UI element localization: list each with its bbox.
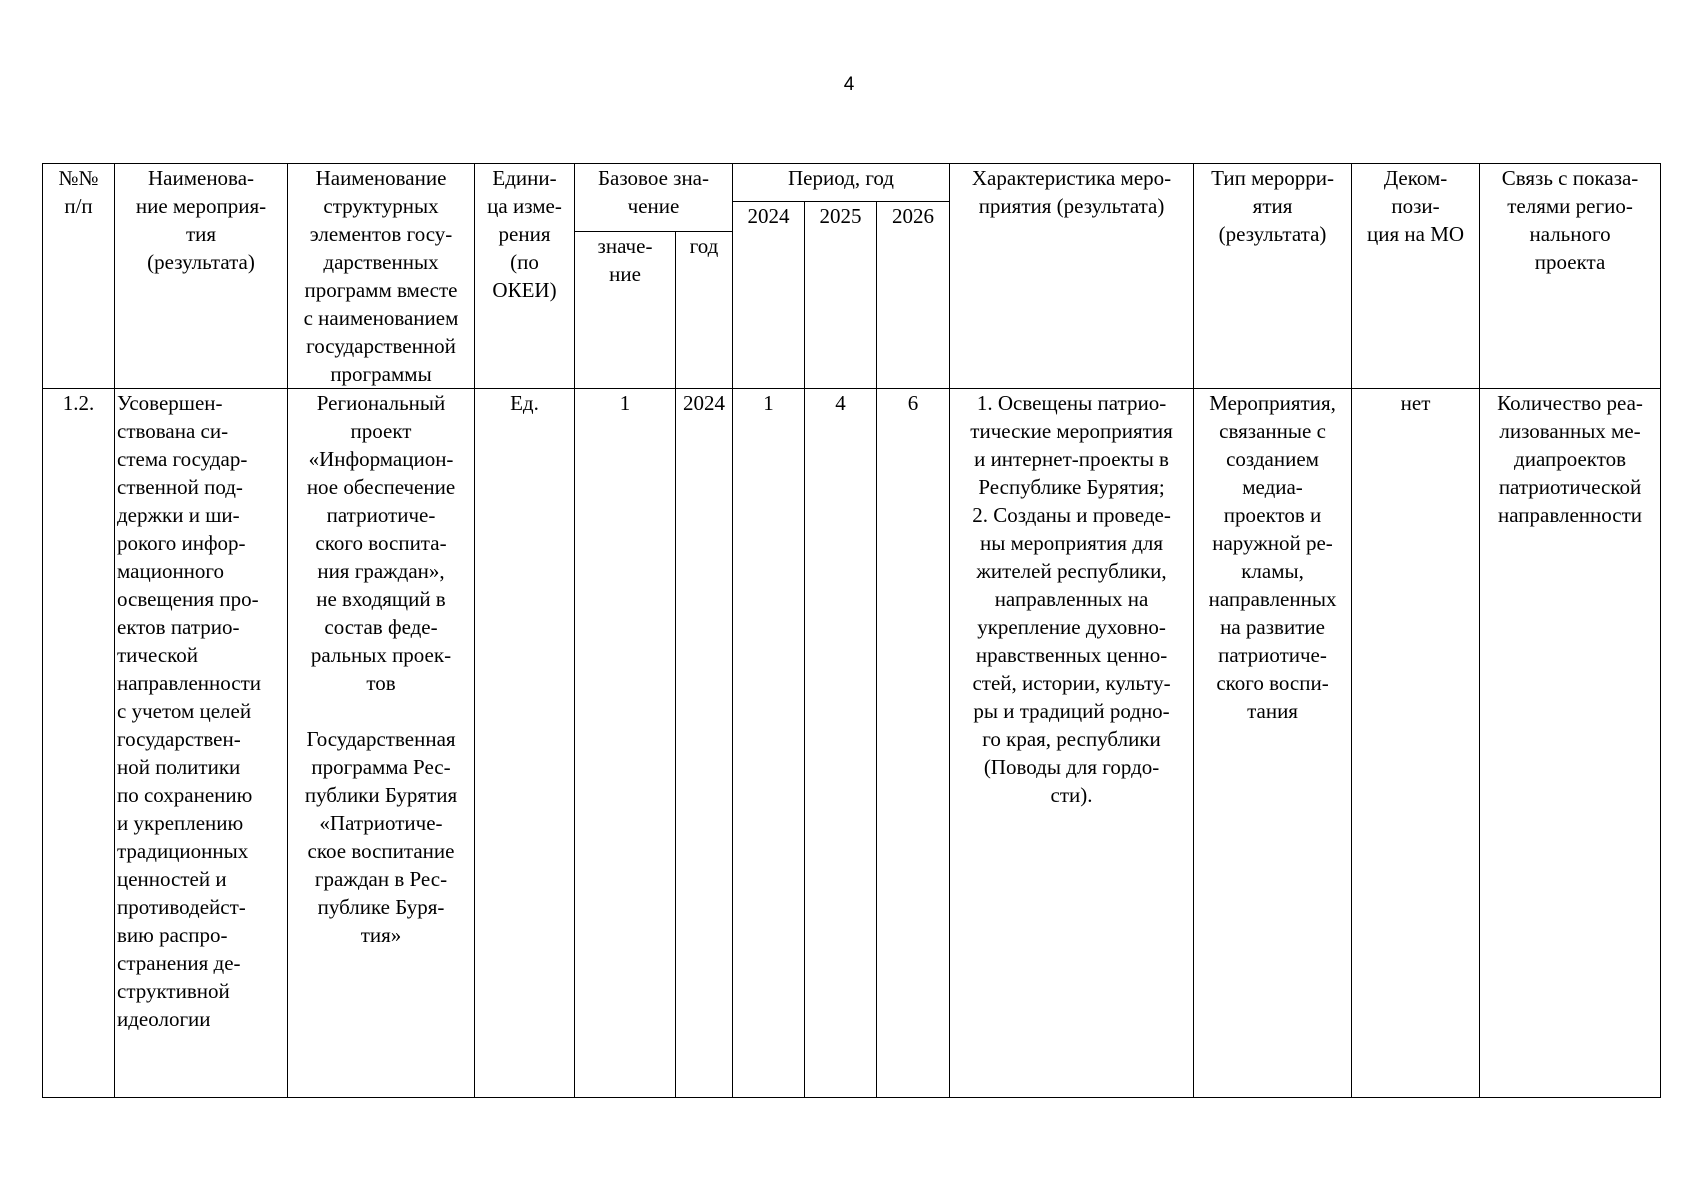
header-measure-type: Тип мероpри- ятия (результата) [1194,164,1352,389]
cell-year-2024: 1 [733,389,805,1098]
cell-year-2026: 6 [877,389,950,1098]
cell-structural-elements [288,389,475,1098]
header-base-value-year: год [676,232,733,389]
header-structural-elements: Наименование структурных элементов госу- дарственных программ вместе с наименованием государственной программы [288,164,475,389]
header-decomposition: Деком- пози- ция на МО [1352,164,1480,389]
header-base-value-value: значе- ние [575,232,676,389]
header-year-2026: 2026 [877,202,950,389]
cell-unit: Ед. [475,389,575,1098]
header-year-2025: 2025 [805,202,877,389]
header-base-value: Базовое зна- чение [575,164,733,232]
cell-year-2025: 4 [805,389,877,1098]
header-link-indicators: Связь с показа- телями регио- нального проекта [1480,164,1661,389]
header-row [43,164,1661,202]
structural-state-program: Государственная программа Рес- публики Бурятия «Патриотиче- ское воспитание граждан в Рес- публике Буря- тия» [304,727,458,947]
cell-measure-name: Усовершен- ствована си- стема государ- ственной под- держки и ши- рокого инфор- мационного освещения про- ектов патрио- тической направленности с учетом целей государствен- ной политики по сохранению и укреплению традиционных ценностей и противодейст- вию распро- странения де- структивной идеологии [115,389,288,1098]
cell-decomposition: нет [1352,389,1480,1098]
header-measure-name: Наименова- ние мероприя- тия (результата) [115,164,288,389]
page-number: 4 [843,74,855,95]
header-characteristic: Характеристика меро- приятия (результата) [950,164,1194,389]
cell-base-year: 2024 [676,389,733,1098]
cell-link-indicators: Количество реа- лизованных ме- диапроектов патриотической направленности [1480,389,1661,1098]
structural-regional-project: Региональный проект «Информацион- ное обеспечение патриотиче- ского воспита- ния граждан», не входящий в состав феде- ральных проек- тов [306,391,456,695]
header-year-2024: 2024 [733,202,805,389]
cell-num: 1.2. [43,389,115,1098]
cell-base-value: 1 [575,389,676,1098]
measures-table [42,163,1661,1098]
cell-measure-type: Мероприятия, связанные с созданием медиа- проектов и наружной ре- кламы, направленных на развитие патриотиче- ского воспи- тания [1194,389,1352,1098]
cell-characteristic: 1. Освещены патрио- тические мероприятия и интернет-проекты в Республике Бурятия; 2. Созданы и проведе- ны мероприятия для жителей республики, направленных на укрепление духовно- нравственных ценно- стей, истории, культу- ры и традиций родно- го края, республики (Поводы для гордо- сти). [950,389,1194,1098]
header-period: Период, год [733,164,950,202]
header-num: №№ п/п [43,164,115,389]
table-row [43,389,1661,1098]
header-unit: Едини- ца изме- рения (по ОКЕИ) [475,164,575,389]
